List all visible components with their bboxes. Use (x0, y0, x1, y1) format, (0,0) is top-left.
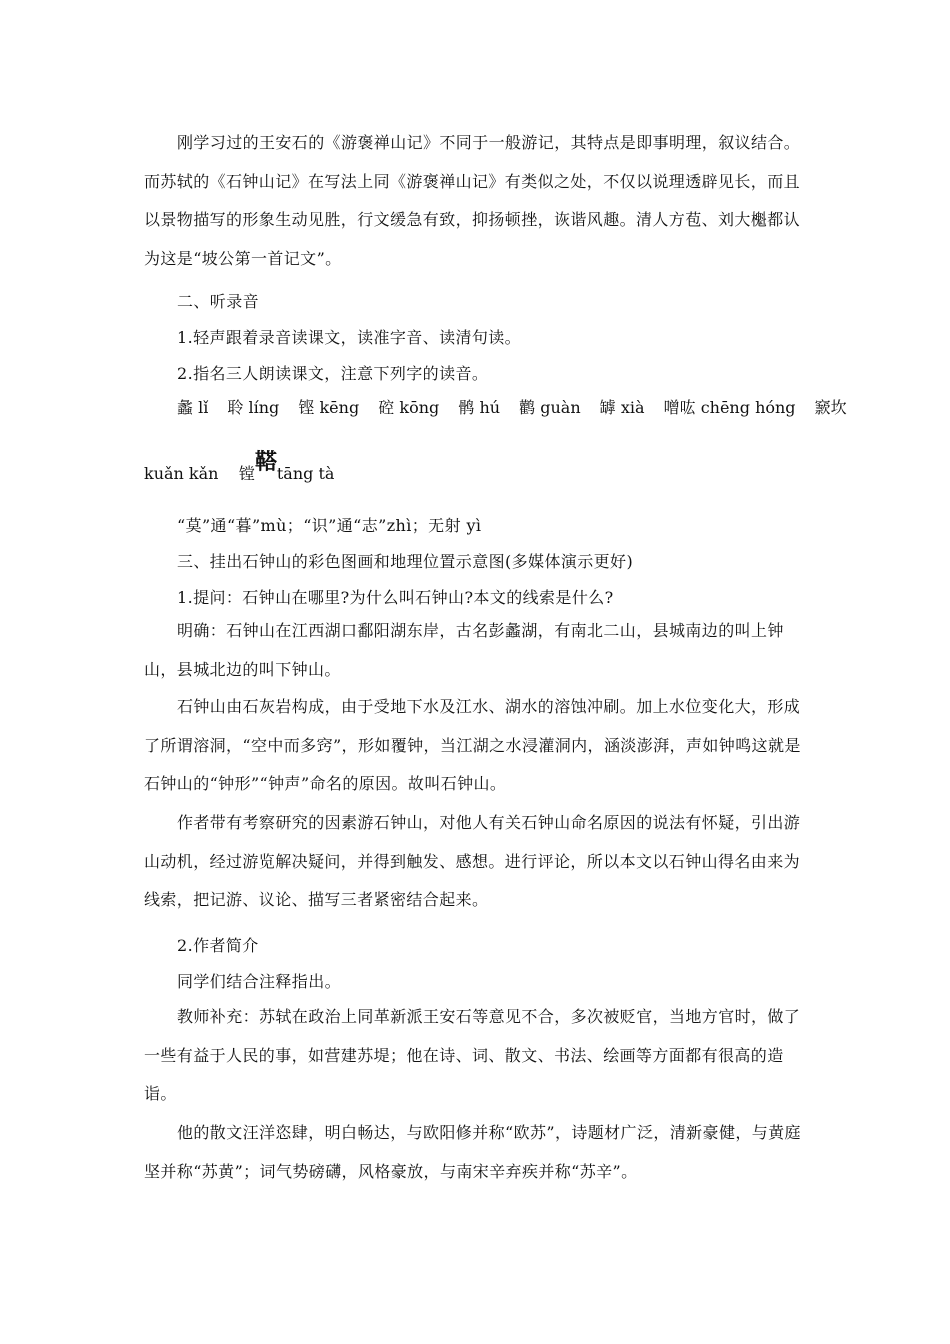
tongjia-note: “莫”通“暮”mù；“识”通“志”zhì；无射 yì (177, 516, 482, 535)
pinyin-item: tāng tà (276, 464, 335, 483)
pinyin-list (177, 396, 847, 420)
author-intro-heading: 2.作者简介 (177, 936, 259, 955)
question-text: 1.提问：石钟山在哪里?为什么叫石钟山?本文的线索是什么? (177, 588, 614, 607)
pinyin-list-continued (144, 449, 335, 486)
pinyin-item: 鹳 guàn (519, 398, 581, 417)
pinyin-item: 噌吰 chēng hóng (663, 398, 796, 417)
answer-formation: 石钟山由石灰岩构成，由于受地下水及江水、湖水的溶蚀冲刷。加上水位变化大，形成了所谓溶洞，“空中而多窍”，形如覆钟，当江湖之水浸灌洞内，涵淡澎湃，声如钟鸣这就是石钟山的“钟形”“钟声”命名的原因。故叫石钟山。 (144, 697, 801, 793)
intro-paragraph: 刚学习过的王安石的《游褒禅山记》不同于一般游记，其特点是即事明理，叙议结合。而苏轼的《石钟山记》在写法上同《游褒禅山记》有类似之处，不仅以说理透辟见长，而且以景物描写的形象生动见胜，行文缓急有致，抑扬顿挫，诙谐风趣。清人方苞、刘大櫆都认为这是“坡公第一首记文”。 (144, 133, 801, 268)
prose-style-paragraph: 他的散文汪洋恣肆，明白畅达，与欧阳修并称“欧苏”，诗题材广泛，清新豪健，与黄庭坚并称“苏黄”；词气势磅礴，风格豪放，与南宋辛弃疾并称“苏辛”。 (144, 1123, 801, 1181)
pinyin-item: 镗 (238, 464, 255, 483)
section-heading-picture: 三、挂出石钟山的彩色图画和地理位置示意图(多媒体演示更好) (177, 552, 634, 571)
section-heading-listen: 二、听录音 (177, 292, 260, 311)
answer-location: 明确：石钟山在江西湖口鄱阳湖东岸，古名彭蠡湖，有南北二山，县城南边的叫上钟山，县城北边的叫下钟山。 (144, 621, 784, 679)
pinyin-item: 窾坎 (814, 398, 847, 417)
pinyin-item: 鞳 (254, 449, 277, 475)
pinyin-item: 罅 xià (599, 398, 645, 417)
pinyin-item: 硿 kōng (378, 398, 440, 417)
pinyin-item: 聆 líng (227, 398, 280, 417)
pinyin-item: 鹘 hú (458, 398, 501, 417)
pinyin-item: 铿 kēng (298, 398, 360, 417)
step-read-aloud: 2.指名三人朗读课文，注意下列字的读音。 (177, 364, 489, 383)
pinyin-item: kuǎn kǎn (144, 464, 219, 483)
step-read-along: 1.轻声跟着录音读课文，读准字音、读清句读。 (177, 328, 522, 347)
teacher-supplement: 教师补充：苏轼在政治上同革新派王安石等意见不合，多次被贬官，当地方官时，做了一些有益于人民的事，如营建苏堤；他在诗、词、散文、书法、绘画等方面都有很高的造诣。 (144, 1007, 801, 1103)
answer-clue: 作者带有考察研究的因素游石钟山，对他人有关石钟山命名原因的说法有怀疑，引出游山动机，经过游览解决疑问，并得到触发、感想。进行评论，所以本文以石钟山得名由来为线索，把记游、议论、描写三者紧密结合起来。 (144, 813, 801, 909)
author-intro-instruction: 同学们结合注释指出。 (177, 972, 342, 991)
pinyin-item: 蠡 lǐ (177, 398, 209, 417)
